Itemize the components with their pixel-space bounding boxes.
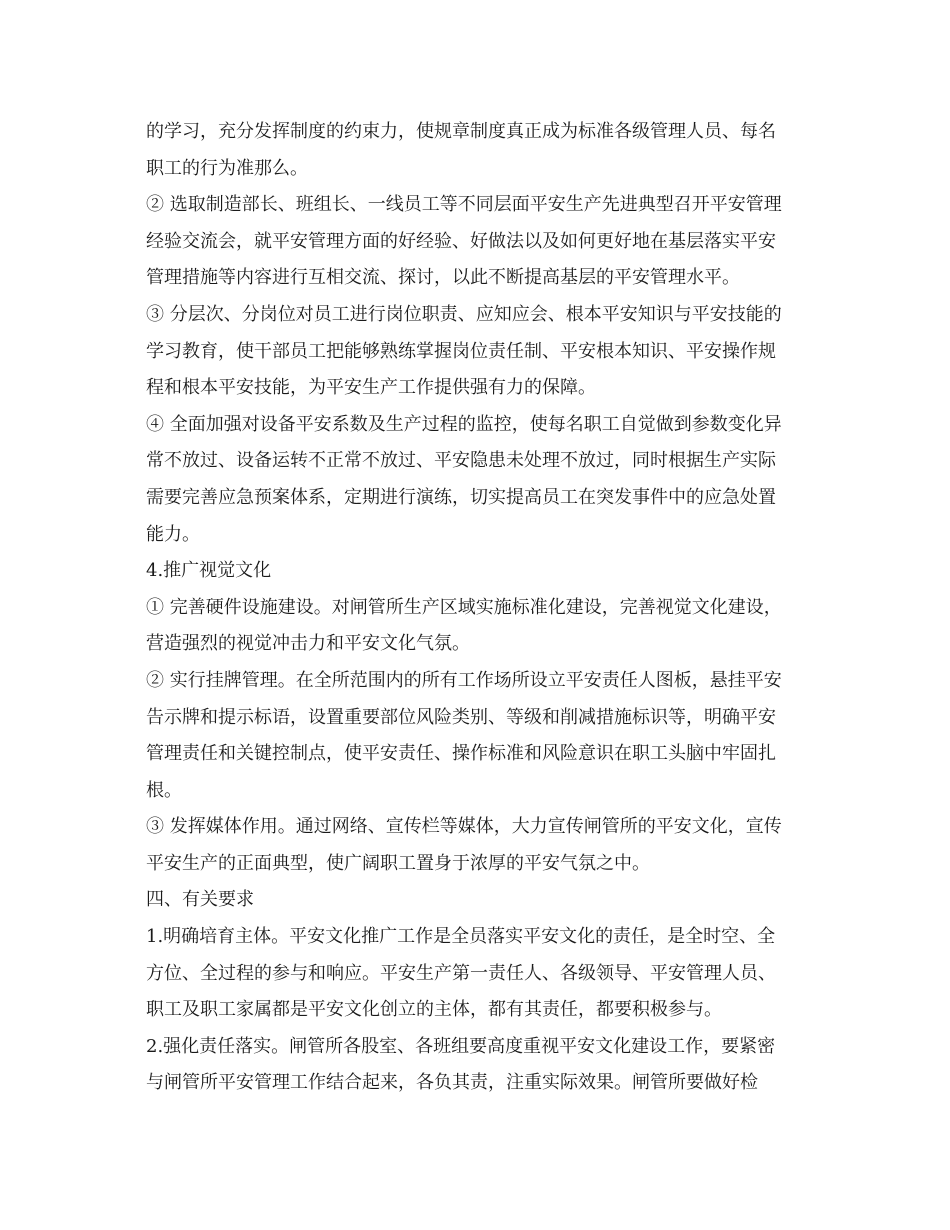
text-line: ② 实行挂牌管理。在全所范围内的所有工作场所设立平安责任人图板，悬挂平安 <box>146 669 782 691</box>
text-line: 根。 <box>146 779 182 801</box>
text-line: 程和根本平安技能，为平安生产工作提供强有力的保障。 <box>146 377 596 399</box>
text-line: ④ 全面加强对设备平安系数及生产过程的监控，使每名职工自觉做到参数变化异 <box>146 413 782 435</box>
text-line: 告示牌和提示标语，设置重要部位风险类别、等级和削减措施标识等，明确平安 <box>146 706 776 728</box>
text-line: 的学习，充分发挥制度的约束力，使规章制度真正成为标准各级管理人员、每名 <box>146 121 776 142</box>
text-line: 1.明确培育主体。平安文化推广工作是全员落实平安文化的责任，是全时空、全 <box>146 926 776 948</box>
text-line: 能力。 <box>146 523 200 545</box>
section-heading: 4.推广视觉文化 <box>146 560 272 582</box>
text-line: 管理措施等内容进行互相交流、探讨，以此不断提高基层的平安管理水平。 <box>146 267 740 289</box>
text-line: 管理责任和关键控制点，使平安责任、操作标准和风险意识在职工头脑中牢固扎 <box>146 743 776 765</box>
text-line: 方位、全过程的参与和响应。平安生产第一责任人、各级领导、平安管理人员、 <box>146 962 776 984</box>
text-line: 经验交流会，就平安管理方面的好经验、好做法以及如何更好地在基层落实平安 <box>146 230 776 252</box>
text-line: 职工的行为准那么。 <box>146 157 308 179</box>
section-heading: 四、有关要求 <box>146 889 254 911</box>
text-line: 2.强化责任落实。闸管所各股室、各班组要高度重视平安文化建设工作，要紧密 <box>146 1035 776 1057</box>
document-body <box>146 114 806 1102</box>
text-line: ③ 发挥媒体作用。通过网络、宣传栏等媒体，大力宣传闸管所的平安文化，宣传 <box>146 816 782 838</box>
text-line: 平安生产的正面典型，使广阔职工置身于浓厚的平安气氛之中。 <box>146 852 650 874</box>
text-line: ① 完善硬件设施建设。对闸管所生产区域实施标准化建设，完善视觉文化建设， <box>146 596 782 618</box>
text-line: 职工及职工家属都是平安文化创立的主体，都有其责任，都要积极参与。 <box>146 999 722 1021</box>
text-line: ③ 分层次、分岗位对员工进行岗位职责、应知应会、根本平安知识与平安技能的 <box>146 303 782 325</box>
text-line: 学习教育，使干部员工把能够熟练掌握岗位责任制、平安根本知识、平安操作规 <box>146 340 776 362</box>
text-line: ② 选取制造部长、班组长、一线员工等不同层面平安生产先进典型召开平安管理 <box>146 194 782 216</box>
text-line: 营造强烈的视觉冲击力和平安文化气氛。 <box>146 633 470 655</box>
text-line: 与闸管所平安管理工作结合起来，各负其责，注重实际效果。闸管所要做好检 <box>146 1072 758 1094</box>
text-line: 常不放过、设备运转不正常不放过、平安隐患未处理不放过，同时根据生产实际 <box>146 450 776 472</box>
text-line: 需要完善应急预案体系，定期进行演练，切实提高员工在突发事件中的应急处置 <box>146 486 776 508</box>
